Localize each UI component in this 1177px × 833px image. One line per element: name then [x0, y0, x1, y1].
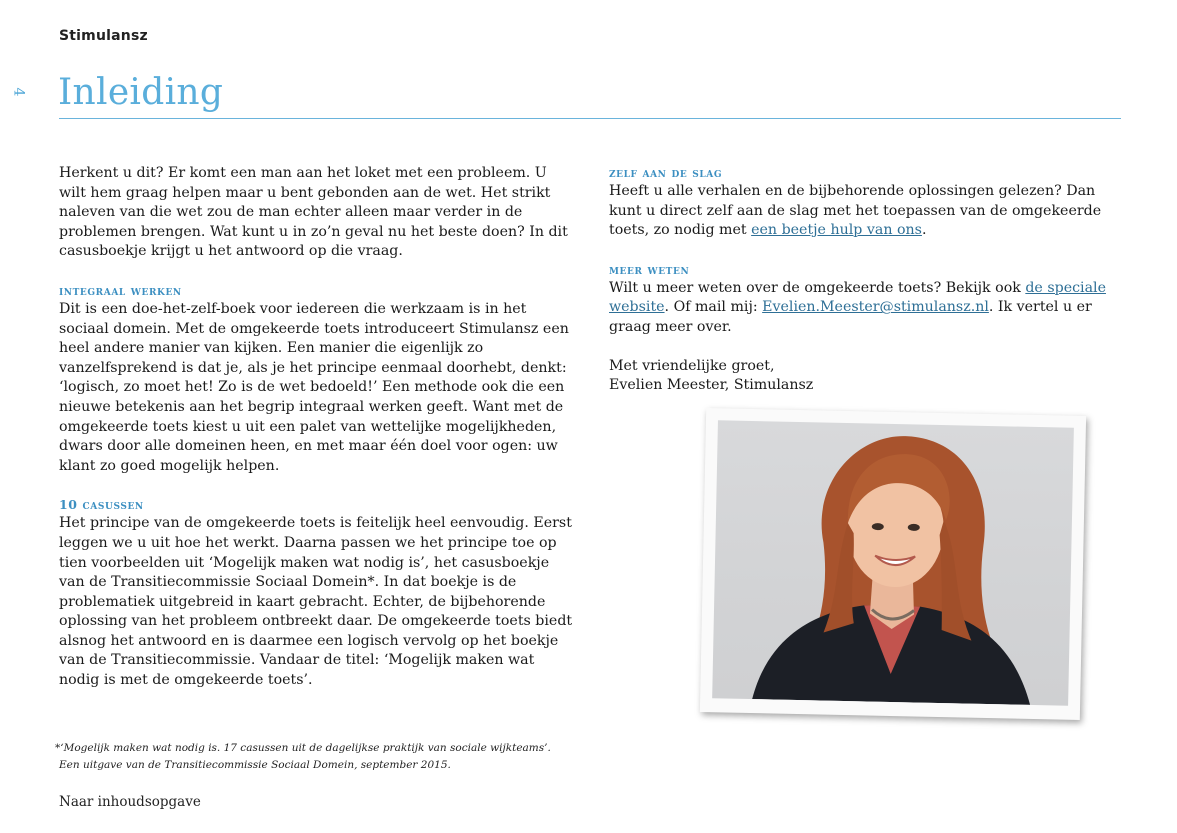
portrait-photo: [712, 420, 1074, 705]
greeting: Met vriendelijke groet,: [609, 357, 775, 374]
section-heading-integraal-werken: integraal werken: [59, 282, 182, 298]
title-rule: [59, 118, 1121, 119]
intro-paragraph: Herkent u dit? Er komt een man aan het loket met een probleem. U wilt hem graag helpen maar u bent gebonden aan de wet. Het strikt naleven van die wet zou de man echter alleen maar verder in de problemen brengen. Wat kunt u in zo’n geval nu het beste doen? In dit casusboekje krijgt u het antwoord op die vraag.: [59, 165, 568, 260]
page-title: Inleiding: [58, 72, 224, 113]
text-span: Wilt u meer weten over de omgekeerde toets? Bekijk ook: [609, 279, 1026, 296]
page-number: 4: [10, 87, 27, 97]
right-column: [609, 164, 1121, 396]
section-heading-10-casussen: 10 casussen: [59, 497, 144, 513]
footnote: [55, 740, 551, 774]
text-span: . Of mail mij:: [664, 299, 763, 316]
footnote-line: *‘Mogelijk maken wat nodig is. 17 casussen uit de dagelijkse praktijk van sociale wijkteams’.: [55, 742, 551, 754]
text-span: .: [921, 222, 927, 239]
portrait-illustration: [712, 420, 1074, 705]
left-column: [59, 164, 574, 691]
website-link[interactable]: de speciale website: [609, 279, 1106, 316]
signature: Evelien Meester, Stimulansz: [609, 377, 814, 394]
text-span: Heeft u alle verhalen en de bijbehorende oplossingen gelezen? Dan kunt u direct zelf aan de slag met het toepassen van de omgekeerde toets, zo nodig met: [609, 183, 1102, 239]
email-link[interactable]: Evelien.Meester@stimulansz.nl: [762, 299, 989, 316]
footnote-line: Een uitgave van de Transitiecommissie Sociaal Domein, september 2015.: [59, 759, 451, 771]
meer-weten-paragraph: [609, 279, 1121, 338]
section-heading-meer-weten: meer weten: [609, 261, 690, 277]
brand-name: Stimulansz: [59, 28, 148, 44]
table-of-contents-link[interactable]: Naar inhoudsopgave: [59, 794, 201, 810]
text-span: . Ik vertel u er graag meer over.: [609, 299, 1092, 335]
integraal-werken-paragraph: Dit is een doe-het-zelf-boek voor iedereen die werkzaam is in het sociaal domein. Met de omgekeerde toets introduceert Stimulansz een heel andere manier van kijken. Een manier die eigenlijk zo vanzelfsprekend is dat je, als je het principe eenmaal doorhebt, denkt: ‘logisch, zo moet het! Zo is de wet bedoeld!’ Een methode ook die een nieuwe betekenis aan het begrip integraal werken geeft. Want met de omgekeerde toets kiest u uit een palet van wettelijke mogelijkheden, dwars door alle domeinen heen, en met maar één doel voor ogen: uw klant zo goed mogelijk helpen.: [59, 300, 569, 474]
zelf-aan-de-slag-paragraph: [609, 182, 1121, 241]
section-heading-zelf-aan-de-slag: zelf aan de slag: [609, 165, 723, 180]
portrait-photo-frame: [700, 408, 1086, 720]
casussen-paragraph: Het principe van de omgekeerde toets is feitelijk heel eenvoudig. Eerst leggen we u uit hoe het werkt. Daarna passen we het principe toe op tien voorbeelden uit ‘Mogelijk maken wat nodig is’, het casusboekje van de Transitiecommissie Sociaal Domein*. In dat boekje is de problematiek uitgebreid in kaart gebracht. Echter, de bijbehorende oplossing van het probleem ontbreekt daar. De omgekeerde toets biedt alsnog het antwoord en is daarmee een logisch vervolg op het boekje van de Transitiecommissie. Vandaar de titel: ‘Mogelijk maken wat nodig is met de omgekeerde toets’.: [59, 515, 573, 689]
help-link[interactable]: een beetje hulp van ons: [751, 222, 922, 239]
